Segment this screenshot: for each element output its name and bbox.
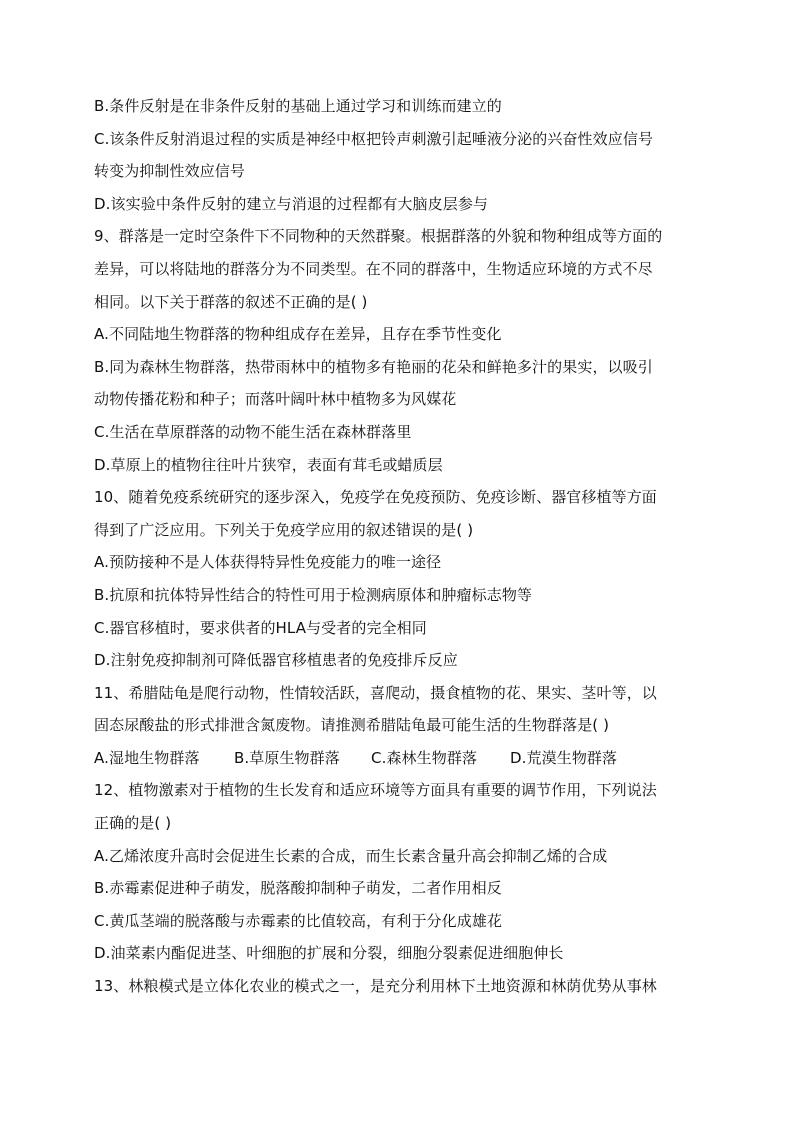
q10-option-a: A.预防接种不是人体获得特异性免疫能力的唯一途径 xyxy=(94,553,442,572)
q9-option-d: D.草原上的植物往往叶片狭窄，表面有茸毛或蜡质层 xyxy=(94,455,443,474)
q11-stem-line1: 11、希腊陆龟是爬行动物，性情较活跃，喜爬动，摄食植物的花、果实、茎叶等，以 xyxy=(94,683,657,702)
q9-stem-line2: 差异，可以将陆地的群落分为不同类型。在不同的群落中，生物适应环境的方式不尽 xyxy=(94,259,653,278)
document-page xyxy=(94,90,704,1003)
q10-stem-line2: 得到了广泛应用。下列关于免疫学应用的叙述错误的是( ) xyxy=(94,520,474,539)
q10-option-b: B.抗原和抗体特异性结合的特性可用于检测病原体和肿瘤标志物等 xyxy=(94,585,533,604)
q12-stem-line1: 12、植物激素对于植物的生长发育和适应环境等方面具有重要的调节作用，下列说法 xyxy=(94,781,657,800)
q12-stem-line2: 正确的是( ) xyxy=(94,814,172,833)
q12-option-c: C.黄瓜茎端的脱落酸与赤霉素的比值较高，有利于分化成雄花 xyxy=(94,911,503,930)
q8-option-c-line2: 转变为抑制性效应信号 xyxy=(94,162,246,181)
q11-option-a: A.湿地生物群落 xyxy=(94,748,200,767)
q10-stem-line1: 10、随着免疫系统研究的逐步深入，免疫学在免疫预防、免疫诊断、器官移植等方面 xyxy=(94,488,657,507)
q12-option-b: B.赤霉素促进种子萌发，脱落酸抑制种子萌发，二者作用相反 xyxy=(94,879,502,898)
q13-stem-line1: 13、林粮模式是立体化农业的模式之一，是充分利用林下土地资源和林荫优势从事林 xyxy=(94,977,657,996)
q11-option-b: B.草原生物群落 xyxy=(234,748,340,767)
q10-option-c: C.器官移植时，要求供者的HLA与受者的完全相同 xyxy=(94,618,427,637)
q8-option-c-line1: C.该条件反射消退过程的实质是神经中枢把铃声刺激引起唾液分泌的兴奋性效应信号 xyxy=(94,129,654,148)
q9-option-b-line2: 动物传播花粉和种子；而落叶阔叶林中植物多为风媒花 xyxy=(94,390,457,409)
q9-stem-line1: 9、群落是一定时空条件下不同物种的天然群聚。根据群落的外貌和物种组成等方面的 xyxy=(94,227,663,246)
q12-option-a: A.乙烯浓度升高时会促进生长素的合成，而生长素含量升高会抑制乙烯的合成 xyxy=(94,846,608,865)
q11-options-row xyxy=(94,742,704,775)
q9-stem-line3: 相同。以下关于群落的叙述不正确的是( ) xyxy=(94,292,368,311)
q9-option-a: A.不同陆地生物群落的物种组成存在差异，且存在季节性变化 xyxy=(94,325,502,344)
q9-option-b-line1: B.同为森林生物群落，热带雨林中的植物多有艳丽的花朵和鲜艳多汁的果实，以吸引 xyxy=(94,357,653,376)
q8-option-b: B.条件反射是在非条件反射的基础上通过学习和训练而建立的 xyxy=(94,97,502,115)
q11-option-c: C.森林生物群落 xyxy=(371,748,478,767)
q10-option-d: D.注射免疫抑制剂可降低器官移植患者的免疫排斥反应 xyxy=(94,651,458,670)
q11-stem-line2: 固态尿酸盐的形式排泄含氮废物。请推测希腊陆龟最可能生活的生物群落是( ) xyxy=(94,716,610,735)
q9-option-c: C.生活在草原群落的动物不能生活在森林群落里 xyxy=(94,422,412,441)
q8-option-d: D.该实验中条件反射的建立与消退的过程都有大脑皮层参与 xyxy=(94,194,489,213)
q12-option-d: D.油菜素内酯促进茎、叶细胞的扩展和分裂，细胞分裂素促进细胞伸长 xyxy=(94,944,564,963)
q11-option-d: D.荒漠生物群落 xyxy=(510,748,618,767)
